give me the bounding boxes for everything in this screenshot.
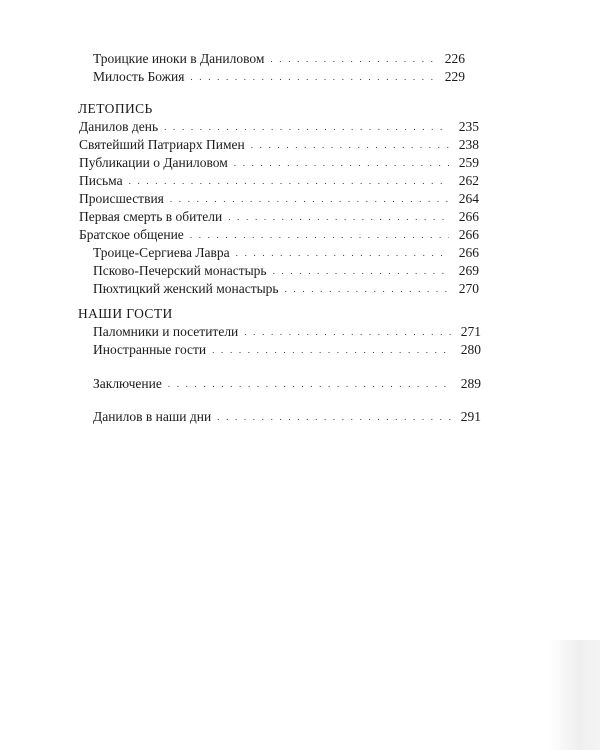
toc-entry — [79, 154, 479, 172]
entry-page: 266 — [458, 245, 479, 260]
toc-entry — [79, 226, 479, 244]
dot-leader — [190, 226, 449, 244]
entry-page: 238 — [458, 137, 479, 152]
dot-leader — [190, 68, 435, 86]
dot-leader — [212, 341, 451, 359]
entry-title: Данилов в наши дни — [93, 409, 212, 424]
toc-entry — [79, 136, 479, 154]
entry-title: Троице-Сергиева Лавра — [93, 245, 230, 260]
entry-title: Данилов день — [79, 119, 159, 134]
toc-entry — [79, 172, 479, 190]
entry-page: 235 — [458, 119, 479, 134]
entry-title: Псково-Печерский монастырь — [93, 263, 267, 278]
entry-page: 266 — [458, 227, 479, 242]
dot-leader — [270, 50, 435, 68]
toc-entry — [79, 118, 479, 136]
entry-page: 291 — [460, 409, 481, 424]
entry-page: 266 — [458, 209, 479, 224]
dot-leader — [228, 208, 449, 226]
dot-leader — [164, 118, 449, 136]
entry-page: 280 — [460, 342, 481, 357]
entry-page: 270 — [458, 281, 479, 296]
dot-leader — [168, 375, 451, 393]
entry-page: 264 — [458, 191, 479, 206]
entry-title: Иностранные гости — [93, 342, 207, 357]
entry-title: Пюхтицкий женский монастырь — [93, 281, 279, 296]
dot-leader — [244, 323, 451, 341]
dot-leader — [251, 136, 449, 154]
dot-leader — [285, 280, 449, 298]
section-heading: ЛЕТОПИСЬ — [78, 101, 153, 116]
entry-page: 271 — [460, 324, 481, 339]
entry-title: Паломники и посетители — [93, 324, 239, 339]
entry-title: Публикации о Даниловом — [79, 155, 228, 170]
entry-page: 262 — [458, 173, 479, 188]
dot-leader — [273, 262, 449, 280]
entry-title: Письма — [79, 173, 123, 188]
entry-title: Заключение — [93, 376, 162, 391]
toc-entry — [93, 408, 481, 426]
entry-page: 259 — [458, 155, 479, 170]
entry-title: Святейший Патриарх Пимен — [79, 137, 245, 152]
toc-entry — [79, 208, 479, 226]
dot-leader — [217, 408, 451, 426]
page-edge-shadow — [548, 640, 600, 750]
toc-entry — [79, 190, 479, 208]
entry-title: Братское общение — [79, 227, 184, 242]
entry-title: Происшествия — [79, 191, 164, 206]
toc-entry — [93, 50, 465, 68]
entry-page: 289 — [460, 376, 481, 391]
section-heading: НАШИ ГОСТИ — [78, 306, 173, 321]
dot-leader — [236, 244, 449, 262]
toc-subentry — [93, 244, 479, 262]
toc-entry — [93, 68, 465, 86]
dot-leader — [234, 154, 449, 172]
dot-leader — [170, 190, 449, 208]
toc-subentry — [93, 262, 479, 280]
entry-page: 269 — [458, 263, 479, 278]
entry-title: Первая смерть в обители — [79, 209, 223, 224]
toc-subentry — [93, 280, 479, 298]
entry-title: Троицкие иноки в Даниловом — [93, 51, 265, 66]
dot-leader — [129, 172, 449, 190]
entry-page: 229 — [444, 69, 465, 84]
entry-page: 226 — [444, 51, 465, 66]
toc-entry — [93, 375, 481, 393]
toc-entry — [93, 341, 481, 359]
toc-entry — [93, 323, 481, 341]
entry-title: Милость Божия — [93, 69, 185, 84]
